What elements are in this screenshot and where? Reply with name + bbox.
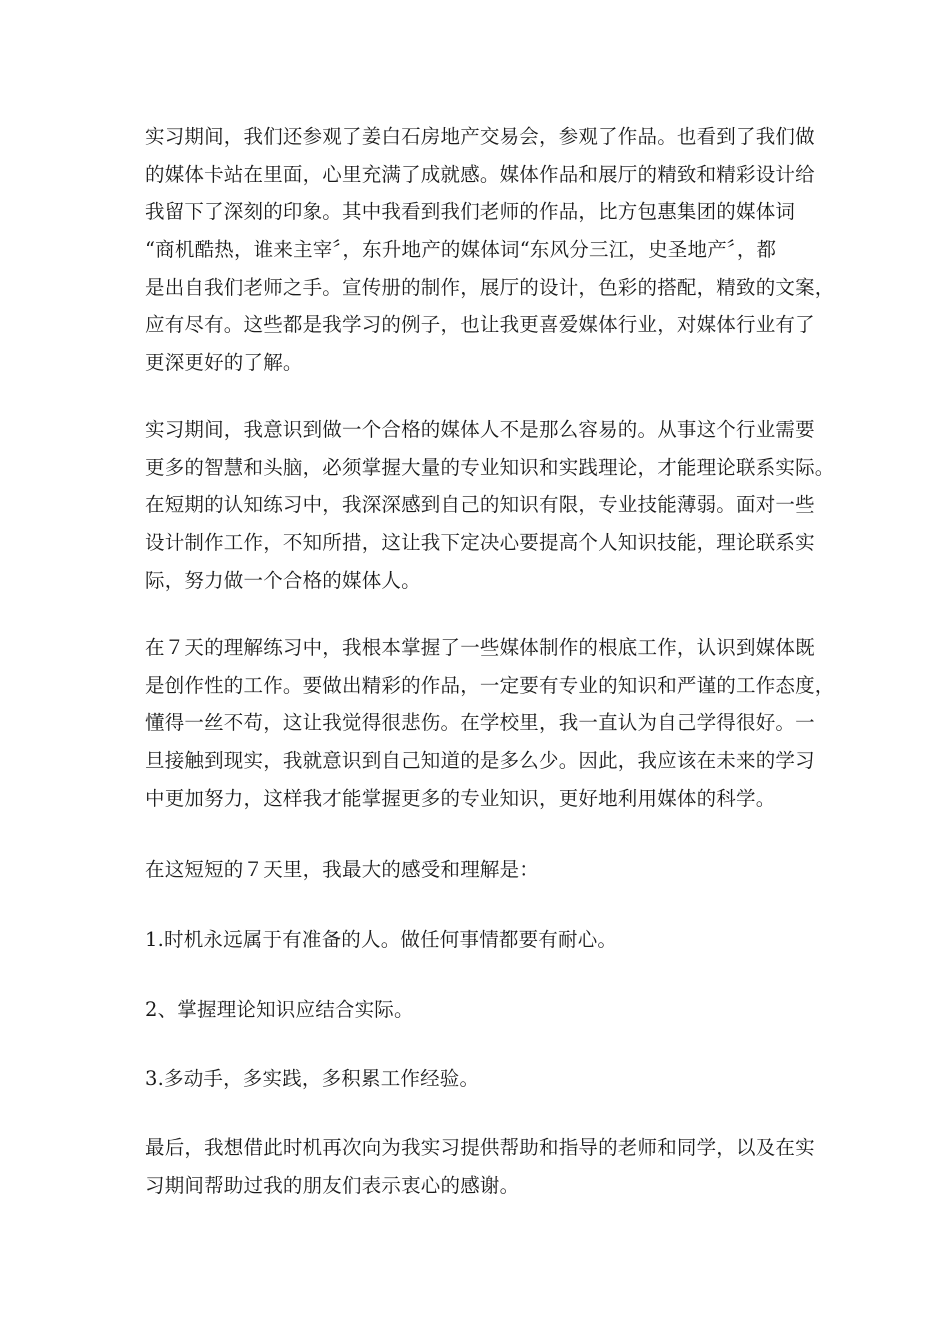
text-line: 3.多动手，多实践，多积累工作经验。 — [145, 1067, 480, 1090]
paragraph-thanks — [145, 1129, 835, 1204]
text-line: 更深更好的了解。 — [145, 351, 303, 375]
text-line: 是创作性的工作。要做出精彩的作品，一定要有专业的知识和严谨的工作态度， — [145, 673, 835, 697]
text-line: 1.时机永远属于有准备的人。做任何事情都要有耐心。 — [145, 928, 618, 951]
paragraph-seven-days-practice — [145, 629, 835, 817]
text-line: 在短期的认知练习中，我深深感到自己的知识有限，专业技能薄弱。面对一些 — [145, 493, 815, 517]
text-line: 实习期间，我意识到做一个合格的媒体人不是那么容易的。从事这个行业需要 — [145, 418, 815, 441]
paragraph-media-person — [145, 411, 835, 599]
text-line: 实习期间，我们还参观了姜白石房地产交易会，参观了作品。也看到了我们做 — [145, 125, 815, 148]
text-line: 我留下了深刻的印象。其中我看到我们老师的作品，比方包惠集团的媒体词 — [145, 200, 796, 224]
text-line: 际，努力做一个合格的媒体人。 — [145, 568, 421, 592]
list-item-3 — [145, 1060, 835, 1098]
text-line: 设计制作工作，不知所措，这让我下定决心要提高个人知识技能，理论联系实 — [145, 531, 815, 555]
text-line: 懂得一丝不苟，这让我觉得很悲伤。在学校里，我一直认为自己学得很好。一 — [145, 711, 815, 735]
text-line: 应有尽有。这些都是我学习的例子，也让我更喜爱媒体行业，对媒体行业有了 — [145, 313, 815, 337]
text-line: 在这短短的７天里，我最大的感受和理解是： — [145, 858, 540, 881]
paragraph-exhibition-visit — [145, 118, 835, 382]
text-line: 最后，我想借此时机再次向为我实习提供帮助和指导的老师和同学，以及在实 — [145, 1136, 815, 1159]
text-line: 是出自我们老师之手。宣传册的制作，展厅的设计，色彩的搭配，精致的文案， — [145, 275, 835, 299]
text-line: 在７天的理解练习中，我根本掌握了一些媒体制作的根底工作，认识到媒体既 — [145, 636, 815, 659]
list-item-1 — [145, 921, 835, 959]
paragraph-summary-intro — [145, 851, 835, 889]
list-item-2 — [145, 991, 835, 1029]
text-line: 中更加努力，这样我才能掌握更多的专业知识，更好地利用媒体的科学。 — [145, 786, 776, 810]
text-line: 旦接触到现实，我就意识到自己知道的是多么少。因此，我应该在未来的学习 — [145, 749, 815, 773]
text-line: 更多的智慧和头脑，必须掌握大量的专业知识和实践理论，才能理论联系实际。 — [145, 455, 835, 479]
text-line: “商机酷热，谁来主宰〞，东升地产的媒体词“东风分三江，史圣地产〞，都 — [145, 238, 777, 262]
text-line: 的媒体卡站在里面，心里充满了成就感。媒体作品和展厅的精致和精彩设计给 — [145, 162, 815, 186]
text-line: 2、掌握理论知识应结合实际。 — [145, 998, 414, 1021]
text-line: 习期间帮助过我的朋友们表示衷心的感谢。 — [145, 1173, 520, 1197]
